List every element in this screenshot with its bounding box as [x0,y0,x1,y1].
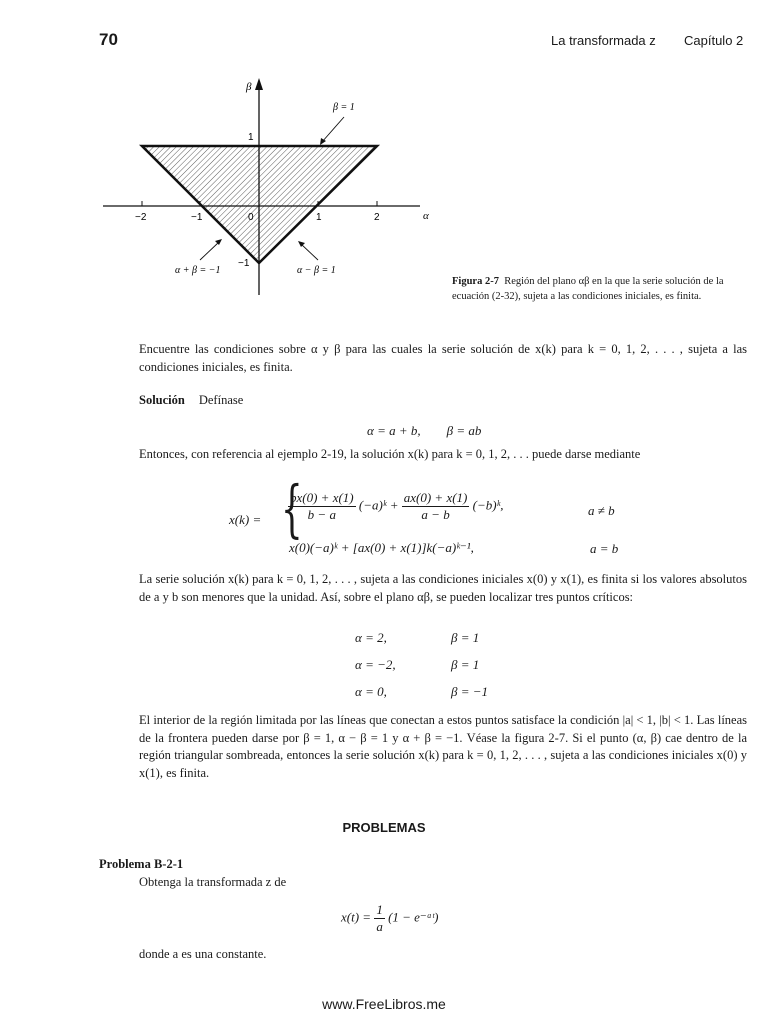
caption-label: Figura 2-7 [452,276,499,287]
case2-condition: a = b [590,541,619,556]
tick-label-x-neg1: −1 [191,212,203,223]
solution-heading [139,393,243,408]
problem-after-text: donde a es una constante. [139,947,267,961]
paragraph-problem-statement: Encuentre las condiciones sobre α y β para las cuales la serie solución de x(k) para k = 0, 1, 2, . . . , sujeta a las condiciones iniciales, es finita. [139,342,747,374]
case1-condition: a ≠ b [588,503,615,518]
chapter-label: Capítulo 2 [684,33,744,48]
running-title: La transformada z [551,33,656,48]
alpha-axis-label: α [423,210,429,222]
problem-text: Obtenga la transformada z de [139,875,287,889]
beta-arrow-icon [255,78,263,90]
paragraph-critical-points: La serie solución x(k) para k = 0, 1, 2, . . . , sujeta a las condiciones iniciales x(0) y x(1), es finita si los valores absolutos de a y b son menores que la unidad. Así, sobre el plano αβ, se pueden localizar tres puntos críticos: [139,572,747,604]
critical-point-row: α = −2, β = 1 [355,657,480,672]
paragraph-reference: Entonces, con referencia al ejemplo 2-19, la solución x(k) para k = 0, 1, 2, . . . puede darse mediante [139,447,641,461]
equation-alpha-beta-definition: α = a + b, β = ab [367,423,482,438]
footer-watermark: www.FreeLibros.me [322,996,446,1012]
tick-label-y-neg1: −1 [238,258,250,269]
page-number: 70 [99,30,118,49]
caption-text: Región del plano αβ en la que la serie solución de la ecuación (2-32), sujeta a las condiciones iniciales, es finita. [452,276,724,302]
case1-middle: (−a)ᵏ + [358,497,399,513]
tick-label-y-1: 1 [248,132,254,143]
case1-end: (−b)ᵏ, [472,497,504,513]
figure-caption [452,274,747,304]
tick-label-x-0: 0 [248,212,254,223]
problem-label: Problema B-2-1 [99,857,184,871]
beta-axis-label: β [246,81,252,93]
critical-point-row: α = 0, β = −1 [355,684,489,699]
case1-fraction-1: $\frac{bx(0) + x(1)}{b - a}$ [290,490,354,522]
tick-label-x-2: 2 [374,212,380,223]
label-alpha-minus-beta: α − β = 1 [297,265,336,276]
paragraph-region-interior: El interior de la región limitada por las líneas que conectan a estos puntos satisface la condición |a| < 1, |b| < 1. Las líneas de la frontera pueden darse por β = 1, α − β = 1 y α + β = −1. Véase la figura 2-7. Si el punto (α, β) cae dentro de la región triangular sombreada, entonces la serie solución x(k) para k = 0, 1, 2, . . . , sujeta a las condiciones iniciales x(0) y x(1), es finita. [139,713,747,780]
tick-label-x-1: 1 [316,212,322,223]
section-title-problems: PROBLEMAS [342,820,426,835]
figure-alpha-beta-region [100,70,440,300]
problem-fraction: $\frac{1}{a}$ [376,902,383,934]
label-beta-eq-1: β = 1 [333,102,355,113]
case1-fraction-2: $\frac{ax(0) + x(1)}{a - b}$ [403,490,468,522]
solution-label: Solución [139,393,185,407]
problem-equation: x(t) = $\frac{1}{a}$ (1 − e⁻ᵃᵗ) [341,902,439,934]
critical-point-row: α = 2, β = 1 [355,630,480,645]
piecewise-case-1 [288,490,503,523]
tick-label-x-neg2: −2 [135,212,147,223]
solution-text: Defínase [198,393,244,407]
label-alpha-plus-beta: α + β = −1 [175,265,221,276]
piecewise-lhs: x(k) = [229,512,262,527]
piecewise-case-2: x(0)(−a)ᵏ + [ax(0) + x(1)]k(−a)ᵏ⁻¹, [289,540,474,555]
piecewise-brace: { [281,472,303,545]
